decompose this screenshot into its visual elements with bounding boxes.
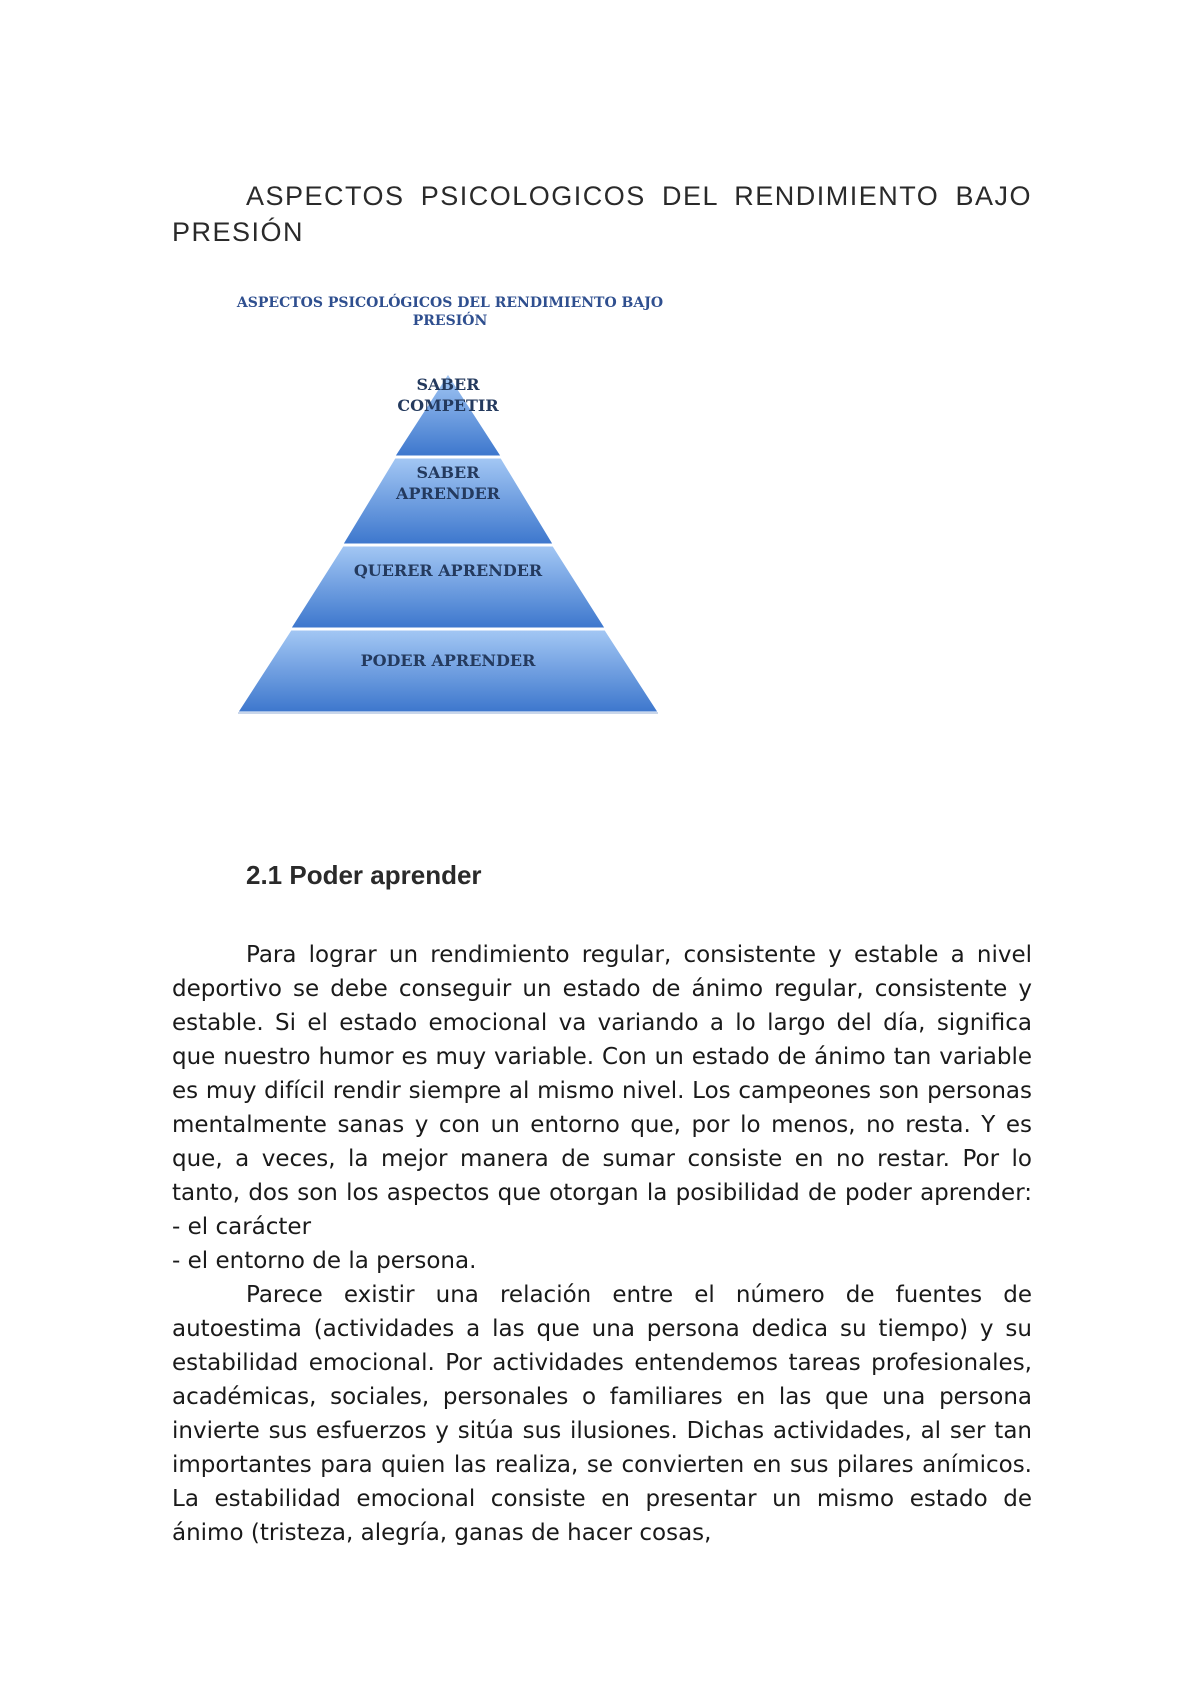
paragraph-1: Para lograr un rendimiento regular, consistente y estable a nivel deportivo se debe conseguir un estado de ánimo regular, consistente y estable. Si el estado emocional va variando a lo largo del día, significa que nuestro humor es muy variable. Con un estado de ánimo tan variable es muy difícil rendir siempre al mismo nivel. Los campeones son personas mentalmente sanas y con un entorno que, por lo menos, no resta. Y es que, a veces, la mejor manera de sumar consiste en no restar. Por lo tanto, dos son los aspectos que otorgan la posibilidad de poder aprender: - el carácter [172, 942, 1032, 1240]
page-title-line-1: ASPECTOS PSICOLOGICOS DEL RENDIMIENTO BAJO [246, 181, 1032, 211]
section-heading: 2.1 Poder aprender [246, 860, 482, 890]
page-title [172, 178, 1032, 250]
pyramid-tier-3 [291, 546, 605, 628]
figure-title [230, 294, 670, 330]
tier-label-querer-aprender: QUERER APRENDER [353, 561, 543, 580]
tier-label-saber-aprender: SABER APRENDER [396, 463, 500, 503]
pyramid-tier-4 [238, 630, 658, 712]
paragraph-1-continuation: - el entorno de la persona. [172, 1248, 477, 1274]
page-title-line-2: PRESIÓN [172, 217, 305, 247]
pyramid-figure [230, 292, 670, 722]
figure-title-line-1: ASPECTOS PSICOLÓGICOS DEL RENDIMIENTO BAJO [236, 295, 664, 311]
body-text [172, 938, 1032, 1550]
paragraph-2: Parece existir una relación entre el número de fuentes de autoestima (actividades a las que una persona dedica su tiempo) y su estabilidad emocional. Por actividades entendemos tareas profesionales, académicas, sociales, personales o familiares en las que una persona invierte sus esfuerzos y sitúa sus ilusiones. Dichas actividades, al ser tan importantes para quien las realiza, se convierten en sus pilares anímicos. La estabilidad emocional consiste en presentar un mismo estado de ánimo (tristeza, alegría, ganas de hacer cosas, [172, 1282, 1032, 1546]
figure-title-line-2: PRESIÓN [412, 313, 488, 329]
tier-label-saber-competir: SABER COMPETIR [397, 375, 499, 415]
tier-label-poder-aprender: PODER APRENDER [360, 651, 536, 670]
